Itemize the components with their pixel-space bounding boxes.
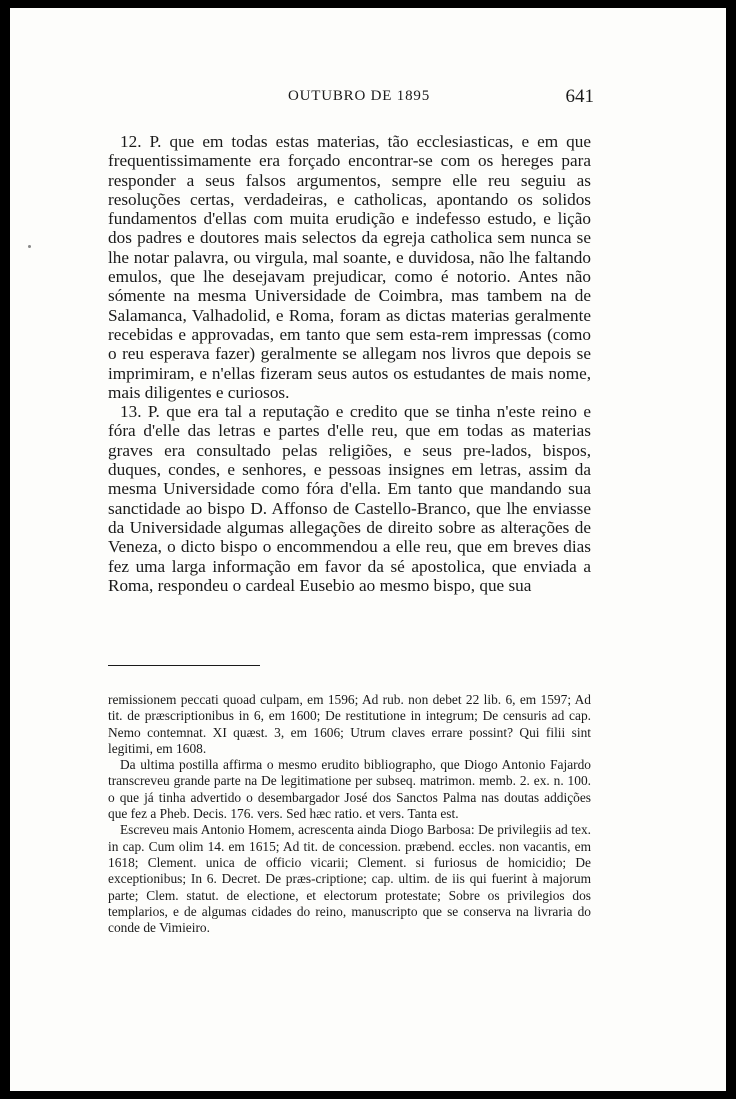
- footnote-divider: [108, 665, 260, 666]
- running-header: [108, 86, 594, 110]
- paragraph-12: 12. P. que em todas estas materias, tão ecclesiasticas, e em que frequentissimamente era forçado encontrar-se com os hereges para responder a seus falsos argumentos, sempre elle reu seguiu as resoluções certas, verdadeiras, e catholicas, apontando os solidos fundamentos d'ellas com muita erudição e indefesso estudo, e lição dos padres e doutores mais selectos da egreja catholica sem nunca se lhe notar palavra, ou virgula, mal soante, e duvidosa, não lhe faltando emulos, que lhe desejavam prejudicar, como é notorio. Antes não sómente na mesma Universidade de Coimbra, mas tambem na de Salamanca, Valhadolid, e Roma, foram as dictas materias geralmente recebidas e approvadas, em tanto que sem esta-rem impressas (como o reu esperava fazer) geralmente se allegam nos livros que depois se imprimiram, e n'ellas fizeram seus autos os estudantes de mais nome, mais diligentes e curiosos.: [108, 132, 591, 402]
- footnotes: [108, 692, 591, 936]
- margin-speck: [28, 245, 31, 248]
- footnote-continuation: remissionem peccati quoad culpam, em 1596; Ad rub. non debet 22 lib. 6, em 1597; Ad tit. de præscriptionibus in 6, em 1600; De restitutione in integrum; De censuris ad cap. Nemo contemnat. XI quæst. 3, em 1606; Utrum claves errare possint? Qui filii sint legitimi, em 1608.: [108, 692, 591, 756]
- page-number: 641: [565, 86, 594, 107]
- footnote-paragraph: Escreveu mais Antonio Homem, acrescenta ainda Diogo Barbosa: De privilegiis ad tex. in cap. Cum olim 14. em 1615; Ad tit. de concession. præbend. eccles. non vacantis, em 1618; Clement. unica de officio vicarii; Clement. si furiosus de homicidio; De exceptionibus; In 6. Decret. De præs-criptione; cap. ultim. de iis qui fuerint à majorum parte; Clem. statut. de electione, et electorum protestate; Sobre os privilegios dos templarios, e de algumas cidades do reino, manuscripto que se conserva na livraria do conde de Vimieiro.: [108, 822, 591, 936]
- running-title: OUTUBRO DE 1895: [288, 88, 430, 104]
- main-text: [108, 132, 591, 595]
- paragraph-13: 13. P. que era tal a reputação e credito que se tinha n'este reino e fóra d'elle das letras e partes d'elle reu, que em todas as materias graves era consultado pelas religiões, e seus pre-lados, bispos, duques, condes, e senhores, e pessoas insignes em letras, assim da mesma Universidade como fóra d'ella. Em tanto que mandando sua sanctidade ao bispo D. Affonso de Castello-Branco, que lhe enviasse da Universidade algumas allegações de direito sobre as alterações de Veneza, o dicto bispo o encommendou a elle reu, que em breves dias fez uma larga informação em favor da sé apostolica, que enviada a Roma, respondeu o cardeal Eusebio ao mesmo bispo, que sua: [108, 402, 591, 595]
- footnote-paragraph: Da ultima postilla affirma o mesmo erudito bibliographo, que Diogo Antonio Fajardo transcreveu grande parte na De legitimatione per subseq. matrimon. memb. 2. ex. n. 100. o que já tinha advertido o desembargador José dos Sanctos Palma nas doutas addições que fez a Pheb. Decis. 176. vers. Sed hæc ratio. et vers. Tanta est.: [108, 757, 591, 822]
- page-sheet: [10, 8, 726, 1091]
